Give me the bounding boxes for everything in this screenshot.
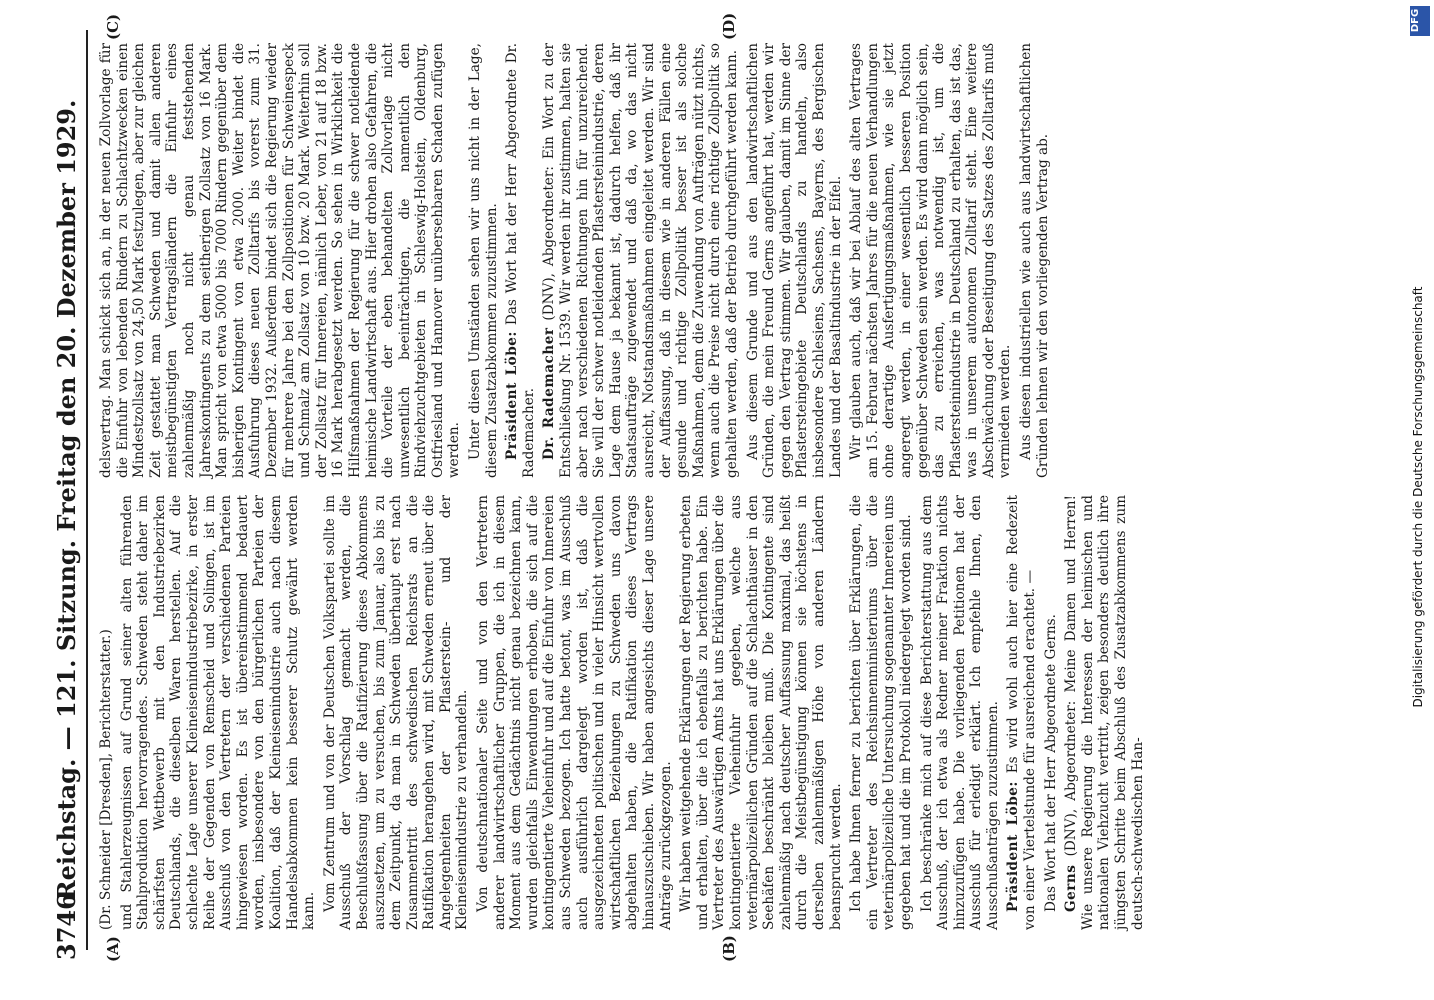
speaker-text: Das Wort hat der Herr Abgeordnete Dr. Rademacher. (504, 42, 537, 478)
paragraph: Von deutschnationaler Seite und von den Vertretern anderer landwirtschaftlicher Gruppen, die ich in diesem Moment aus dem Gedächtnis nicht genau bezeichnen kann, wurden gleichfalls Einwendungen erhoben, die sich auf die kontingentierte Vieheinfuhr und auf die Einfuhr von Innereien aus Schweden bezogen. Ich hatte betont, was im Ausschuß auch ausführlich dargelegt worden ist, daß die ausgezeichneten politischen und in vieler Hinsicht wertvollen wirtschaftlichen Beziehungen zu Schweden uns davon abgehalten haben, die Ratifikation dieses Vertrags hinauszuschieben. Wir haben angesichts dieser Lage unsere Anträge zurückgezogen. (475, 495, 674, 930)
speaker-text: Es wird wohl auch hier eine Redezeit von einer Viertelstunde für ausreichend erachtet. — (1005, 495, 1039, 930)
header-rule (86, 30, 88, 950)
digitization-credit (1408, 30, 1428, 970)
page-number: 3746 (52, 893, 81, 960)
margin-marker-c: (C) (104, 13, 122, 40)
dfg-logo (1410, 6, 1430, 36)
credit-text: Digitalisierung gefördert durch die Deutsche Forschungsgemeinschaft (1411, 286, 1425, 708)
speaker-name: Dr. Rademacher (541, 327, 558, 460)
margin-marker-d: (D) (720, 12, 738, 40)
paragraph: Wir glauben auch, daß wir bei Ablauf des alten Vertrages am 15. Februar nächsten Jahres für die neuen Verhandlungen ohne derartige Ausfertigungsmaßnahmen, wie sie jetzt angeregt werden, in einer wesentlich besseren Position gegenüber Schweden sein werden. Es wird dann möglich sein, das zu erreichen, was notwendig ist, um die Pflastersteinindustrie in Deutschland zu erhalten, das ist das, was in unserem autonomen Zolltarif steht. Eine weitere Abschwächung oder Beseitigung des Satzes des Zolltarifs muß vermieden werden. (848, 43, 1014, 478)
speech (541, 43, 740, 478)
paragraph: Aus diesen industriellen wie auch aus landwirtschaftlichen Gründen lehnen wir den vorliegenden Vertrag ab. (1018, 43, 1051, 478)
paragraph: Vom Zentrum und von der Deutschen Volkspartei sollte im Ausschuß der Vorschlag gemacht werden, die Beschlußfassung über die Ratifizierung dieses Abkommens auszusetzen, um zu versuchen, bis zum Januar, also bis zu dem Zeitpunkt, da man in Schweden überhaupt erst nach Zusammentritt des schwedischen Reichsrats an die Ratifikation herangehen wird, mit Schweden erneut über die Angelegenheiten der Pflasterstein- und der Kleineisenindustrie zu verhandeln. (321, 495, 471, 930)
paragraph: delsvertrag. Man schickt sich an, in der neuen Zollvorlage für die Einfuhr von lebenden Rindern zu Schlachtzwecken einen Mindestzollsatz von 24,50 Mark festzulegen, aber zur gleichen Zeit gestattet man Schweden und damit allen anderen meistbegünstigten Vertragsländern die Einfuhr eines zahlenmäßig noch nicht genau feststehenden Jahreskontingents zu dem seitherigen Zollsatz von 16 Mark. Man spricht von etwa 5000 bis 7000 Rindern gegenüber dem bisherigen Kontingent von etwa 2000. Weiter bindet die Ausfuhrung dieses neuen Zolltarifs bis vorerst zum 31. Dezember 1932. Außerdem bindet sich die Regierung wieder für mehrere Jahre bei den Zollpositionen für Schweinespeck und Schmalz am Zollsatz von 10 bzw. 20 Mark. Weiterhin soll der Zollsatz für Innereien, nämlich Leber, von 21 auf 18 bzw. 16 Mark herabgesetzt werden. So sehen in Wirklichkeit die Hilfsmaßnahmen der Regierung für die schwer notleidende heimische Landwirtschaft aus. Hier drohen also Gefahren, die die Vorteile der eben behandelten Zollvorlage nicht unwesentlich beeinträchtigen, die namentlich den Rindviehzuchtgebieten in Schleswig-Holstein, Oldenburg, Ostfriesland und Hannover unübersehbaren Schaden zufügen werden. (98, 43, 463, 478)
page-title: Reichstag. — 121. Sitzung. Freitag den 20. Dezember 1929. (52, 99, 81, 901)
paragraph: Ich habe Ihnen ferner zu berichten über Erklärungen, die ein Vertreter des Reichsinnenministeriums über die veterinärpolizeiliche Untersuchung sogenannter Innereien uns gegeben hat und die im Protokoll niedergelegt worden sind. (848, 495, 914, 930)
paragraph: Aus diesem Grunde und aus den landwirtschaftlichen Gründen, die mein Freund Gerns angeführt hat, werden wir gegen den Vertrag stimmen. Wir glauben, damit im Sinne der Pflastersteingebiete Deutschlands zu handeln, also insbesondere Schlesiens, Sachsens, Bayerns, des Bergischen Landes und der Basaltindustrie in der Eifel. (744, 43, 844, 478)
paragraph: Unter diesen Umständen sehen wir uns nicht in der Lage, diesem Zusatzabkommen zuzustimmen. (467, 43, 500, 478)
left-column (98, 495, 1354, 930)
paragraph: und Stahlerzeugnissen auf Grund seiner alten führenden Stahlproduktion hervorragendes. Schweden steht daher im schärfsten Wettbewerb mit den Industriebezirken Deutschlands, die dieselben Waren herstellen. Auf die schlechte Lage unserer Kleineisenindustriebezirke, in erster Reihe der Gegenden von Remscheid und Solingen, ist im Ausschuß von den Vertretern der verschiedenen Parteien hingewiesen worden. Es ist übereinstimmend bedauert worden, insbesondere von den bürgerlichen Parteien der Koalition, daß der Kleineisenindustrie auch nach diesem Handelsabkommen kein besserer Schutz gewährt werden kann. (118, 495, 318, 930)
speaker-name: Präsident Löbe: (1005, 781, 1022, 912)
paragraph: Das Wort hat der Herr Abgeordnete Gerns. (1042, 614, 1059, 912)
dfg-logo-text: DFG (1410, 8, 1422, 33)
president-remark (1005, 495, 1038, 930)
speaker-name: Präsident Löbe: (504, 331, 521, 460)
speaker-name: Gerns (1063, 864, 1080, 912)
speech (1063, 495, 1146, 930)
speaker-text: (DNV), Abgeordneter: Ein Wort zu der Entschließung Nr. 1539. Wir werden ihr zustimmen, halten sie aber nach verschiedenen Richtungen hin für unzureichend. Sie will der schwer notleidenden Pflastersteinindustrie, deren Lage dem Hause ja bekannt ist, dadurch helfen, daß ihr Staatsaufträge zugewendet und daß da, wo das nicht ausreicht, Notstandsmaßnahmen eingeleitet werden. Wir sind der Auffassung, daß in diesem wie in anderen Fällen eine gesunde und richtige Zollpolitik besser ist als solche Maßnahmen, denn die Zuwendung von Aufträgen nützt nichts, wenn auch die Preise nicht durch eine richtige Zollpolitik so gehalten werden, daß der Betrieb durchgeführt werden kann. (541, 43, 740, 478)
right-column (98, 43, 1354, 478)
paragraph: Wir haben weitgehende Erklärungen der Regierung erbeten und erhalten, über die ich ebenfalls zu berichten habe. Ein Vertreter des Auswärtigen Amts hat uns Erklärungen über die kontingentierte Vieheinfuhr gegeben, welche aus veterinärpolizeilichen Gründen auf die Schlachthäuser in den Seehäfen beschränkt bleiben muß. Die Kontingente sind zahlenmäßig nach deutscher Auffassung maximal, das heißt durch die Meistbegünstigung können sie höchstens in derselben zahlenmäßigen Höhe von anderen Ländern beansprucht werden. (678, 495, 844, 930)
margin-marker-a: (A) (104, 936, 122, 962)
paragraph: Ich beschränke mich auf diese Berichterstattung aus dem Ausschuß, der ich etwa als Redner meiner Fraktion nichts hinzuzufügen habe. Die vorliegenden Petitionen hat der Ausschuß für erledigt erklärt. Ich empfehle Ihnen, den Ausschußanträgen zuzustimmen. (918, 495, 1001, 930)
speaker-tag: (Dr. Schneider [Dresden], Berichterstatter.) (98, 629, 114, 930)
margin-marker-b: (B) (720, 935, 738, 962)
speaker-text: (DNV), Abgeordneter: Meine Damen und Herren! Wie unsere Regierung die Interessen der heimischen und nationalen Viehzucht vertritt, zeigen besonders deutlich ihre jüngsten Schritte beim Abschluß des Zusatzabkommens zum deutsch-schwedischen Han- (1063, 495, 1146, 930)
page-header (52, 40, 88, 960)
president-remark (504, 43, 537, 478)
